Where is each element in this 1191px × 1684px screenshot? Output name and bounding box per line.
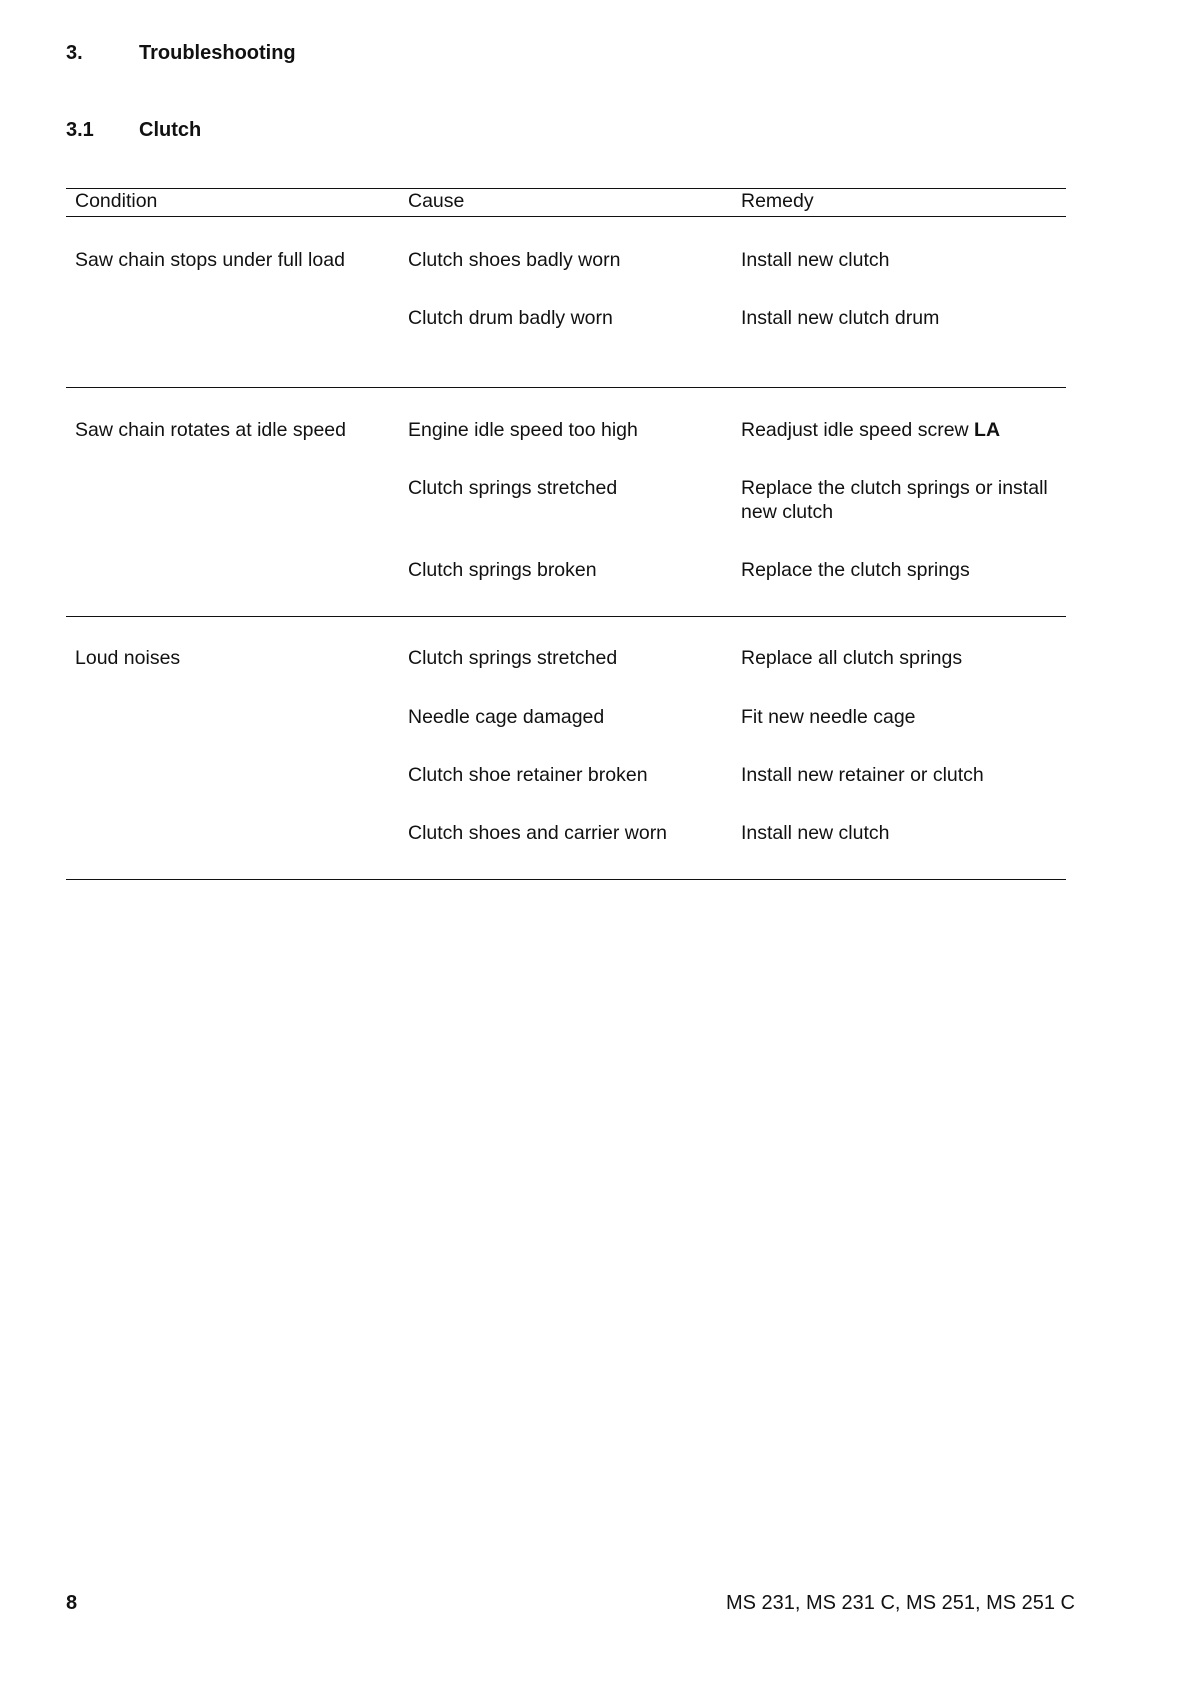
cause-cell: Clutch drum badly worn [408,307,613,329]
remedy-cell: Replace the clutch springs or install new clutch [741,477,1048,523]
remedy-cell: Install new clutch drum [741,307,940,329]
group-divider [66,387,1066,388]
remedy-cell: Install new retainer or clutch [741,764,984,786]
cause-cell: Clutch shoe retainer broken [408,764,648,786]
page-number: 8 [66,1592,78,1614]
screw-label: LA [974,419,1001,441]
remedy-cell: Install new clutch [741,822,890,844]
header-cause: Cause [408,190,465,212]
cause-cell: Clutch springs stretched [408,647,618,669]
subsection-title: Clutch [139,119,202,141]
header-condition: Condition [75,190,158,212]
condition-cell: Saw chain rotates at idle speed [75,419,347,441]
remedy-cell: Install new clutch [741,249,890,271]
remedy-cell: Replace the clutch springs [741,559,970,581]
table-bottom-rule [66,879,1066,880]
cause-cell: Needle cage damaged [408,706,605,728]
model-list: MS 231, MS 231 C, MS 251, MS 251 C [725,1592,1075,1614]
cause-cell: Clutch springs broken [408,559,597,581]
section-heading [66,42,466,66]
subsection-heading [66,119,466,143]
condition-cell: Saw chain stops under full load [75,249,345,271]
cause-cell: Engine idle speed too high [408,419,638,441]
cause-cell: Clutch shoes badly worn [408,249,621,271]
group-divider [66,616,1066,617]
condition-cell: Loud noises [75,647,181,669]
section-title: Troubleshooting [139,42,296,64]
header-remedy: Remedy [741,190,814,212]
subsection-number: 3.1 [66,119,94,141]
remedy-cell [741,418,1061,442]
remedy-cell: Replace all clutch springs [741,647,963,669]
section-number: 3. [66,42,83,64]
remedy-text: Readjust idle speed screw [741,419,969,441]
header-bottom-rule [66,216,1066,217]
remedy-cell: Fit new needle cage [741,706,916,728]
cause-cell: Clutch springs stretched [408,477,618,499]
cause-cell: Clutch shoes and carrier worn [408,822,668,844]
